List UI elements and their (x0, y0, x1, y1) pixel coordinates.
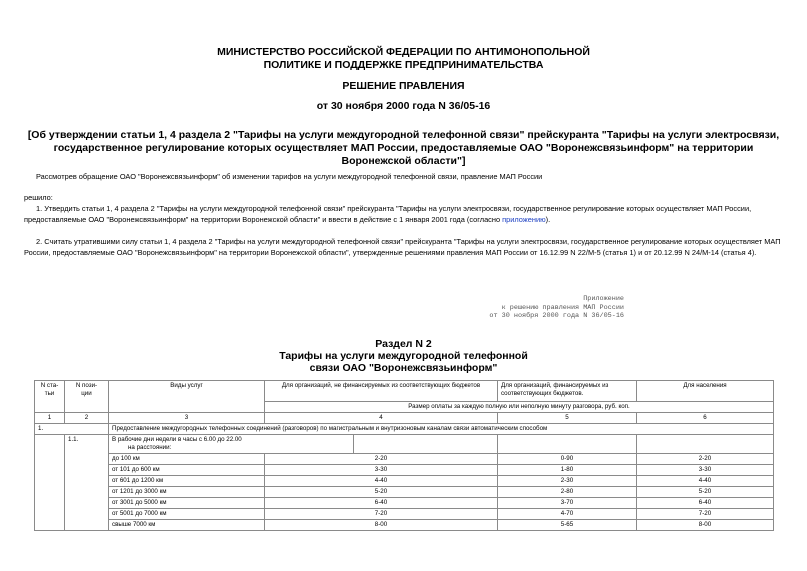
rate-nonbudget: 4-40 (265, 476, 498, 487)
section-1-number: 1. (35, 424, 109, 435)
col-num-6: 6 (637, 413, 774, 424)
distance-label: на расстоянии: (128, 444, 172, 451)
appendix-line-2: к решению правления МАП России (501, 303, 624, 312)
distance-range: от 101 до 600 км (109, 465, 265, 476)
section-heading (0, 338, 807, 374)
col-num-4: 4 (265, 413, 498, 424)
rate-nonbudget: 3-30 (265, 465, 498, 476)
article-blank (35, 435, 65, 531)
distance-range: от 3001 до 5000 км (109, 498, 265, 509)
rate-population: 7-20 (637, 509, 774, 520)
paragraph-2: 2. Считать утратившими силу статьи 1, 4 раздела 2 "Тарифы на услуги междугородной телефонной связи" прейскуранта "Тарифы на услуги электросвязи, государственное регулирование которых осуществляет МАП России, предоставляемые ОАО "Воронежсвязьинформ" на территории Воронежской области", утвержденные решениями правления МАП России от 16.12.99 N 22/М-5 (статья 1) и от 20.12.99 N 24/М-14 (статья 4). (24, 237, 781, 257)
rate-budget: 5-65 (498, 520, 637, 531)
col-num-3: 3 (109, 413, 265, 424)
resolved-label: решило: (24, 193, 53, 202)
appendix-line-3: от 30 ноября 2000 года N 36/05-16 (489, 312, 624, 320)
section-title-line-1: Тарифы на услуги междугородной телефонной (279, 350, 528, 362)
rate-population: 4-40 (637, 476, 774, 487)
header-org-nonbudget: Для организаций, не финансируемых из соответствующих бюджетов (265, 381, 498, 402)
rate-population: 6-40 (637, 498, 774, 509)
payment-note: Размер оплаты за каждую полную или неполную минуту разговора, руб. коп. (265, 402, 774, 413)
header-article: N ста- тьи (35, 381, 65, 413)
rate-nonbudget: 2-20 (265, 454, 498, 465)
rate-nonbudget: 5-20 (265, 487, 498, 498)
header-population: Для населения (637, 381, 774, 402)
decision-heading: РЕШЕНИЕ ПРАВЛЕНИЯ (342, 80, 465, 92)
rate-nonbudget: 7-20 (265, 509, 498, 520)
rate-budget: 4-70 (498, 509, 637, 520)
empty-cell (498, 435, 637, 454)
position-1-1-text (109, 435, 354, 454)
position-1-1-hours: В рабочие дни недели в часы с 6.00 до 22.00 (112, 436, 242, 443)
ministry-line-2: ПОЛИТИКЕ И ПОДДЕРЖКЕ ПРЕДПРИНИМАТЕЛЬСТВА (263, 59, 544, 71)
position-1-1: 1.1. (65, 435, 109, 531)
section-number: Раздел N 2 (375, 338, 432, 350)
table-row (35, 476, 774, 487)
rate-population: 3-30 (637, 465, 774, 476)
section-1-text: Предоставление междугородных телефонных соединений (разговоров) по магистральным и внутризоновым каналам связи автоматическим способом (109, 424, 774, 435)
header-services: Виды услуг (109, 381, 265, 413)
empty-cell (354, 435, 498, 454)
rate-budget: 2-80 (498, 487, 637, 498)
ministry-header (0, 46, 807, 72)
rate-budget: 3-70 (498, 498, 637, 509)
appendix-note (470, 295, 624, 321)
section-title-line-2: связи ОАО "Воронежсвязьинформ" (309, 362, 498, 374)
paragraph-1 (24, 203, 784, 225)
ministry-line-1: МИНИСТЕРСТВО РОССИЙСКОЙ ФЕДЕРАЦИИ ПО АНТИМОНОПОЛЬНОЙ (217, 46, 590, 58)
col-num-1: 1 (35, 413, 65, 424)
header-position: N пози- ции (65, 381, 109, 413)
rate-nonbudget: 6-40 (265, 498, 498, 509)
table-row (35, 509, 774, 520)
decision-date-number: от 30 ноября 2000 года N 36/05-16 (316, 100, 491, 112)
distance-range: до 100 км (109, 454, 265, 465)
intro-paragraph: Рассмотрев обращение ОАО "Воронежсвязьинформ" об изменении тарифов на услуги междугородной телефонной связи, правление МАП России (36, 172, 543, 181)
header-org-budget: Для организаций, финансируемых из соответствующих бюджетов. (498, 381, 637, 402)
table-row (35, 465, 774, 476)
table-row (35, 498, 774, 509)
table-row (35, 454, 774, 465)
distance-range: от 601 до 1200 км (109, 476, 265, 487)
paragraph-1-end: ). (545, 215, 551, 224)
empty-cell (637, 435, 774, 454)
rate-nonbudget: 8-00 (265, 520, 498, 531)
tariff-table (34, 380, 774, 531)
rate-population: 8-00 (637, 520, 774, 531)
table-row (35, 487, 774, 498)
distance-range: свыше 7000 км (109, 520, 265, 531)
paragraph-1-text: 1. Утвердить статьи 1, 4 раздела 2 "Тарифы на услуги междугородной телефонной связи" прейскуранта "Тарифы на услуги электросвязи, государственное регулирование которых осуществляет МАП России, предоставляемые ОАО "Воронежсвязьинформ" на территории Воронежской области" и ввести в действие с 1 января 2001 года (согласно (24, 204, 752, 224)
distance-range: от 1201 до 3000 км (109, 487, 265, 498)
appendix-line-1: Приложение (583, 295, 624, 303)
rate-budget: 2-30 (498, 476, 637, 487)
rate-population: 2-20 (637, 454, 774, 465)
col-num-2: 2 (65, 413, 109, 424)
distance-range: от 5001 до 7000 км (109, 509, 265, 520)
rate-budget: 0-90 (498, 454, 637, 465)
document-title: [Об утверждении статьи 1, 4 раздела 2 "Тарифы на услуги междугородной телефонной связи" прейскуранта "Тарифы на услуги электросвязи, государственное регулирование которых осуществляет МАП России, предоставляемые ОАО "Воронежсвязьинформ" на территории Воронежской области"] (27, 129, 780, 167)
appendix-link[interactable]: приложению (502, 215, 546, 224)
col-num-5: 5 (498, 413, 637, 424)
rate-population: 5-20 (637, 487, 774, 498)
rate-budget: 1-80 (498, 465, 637, 476)
table-row (35, 520, 774, 531)
